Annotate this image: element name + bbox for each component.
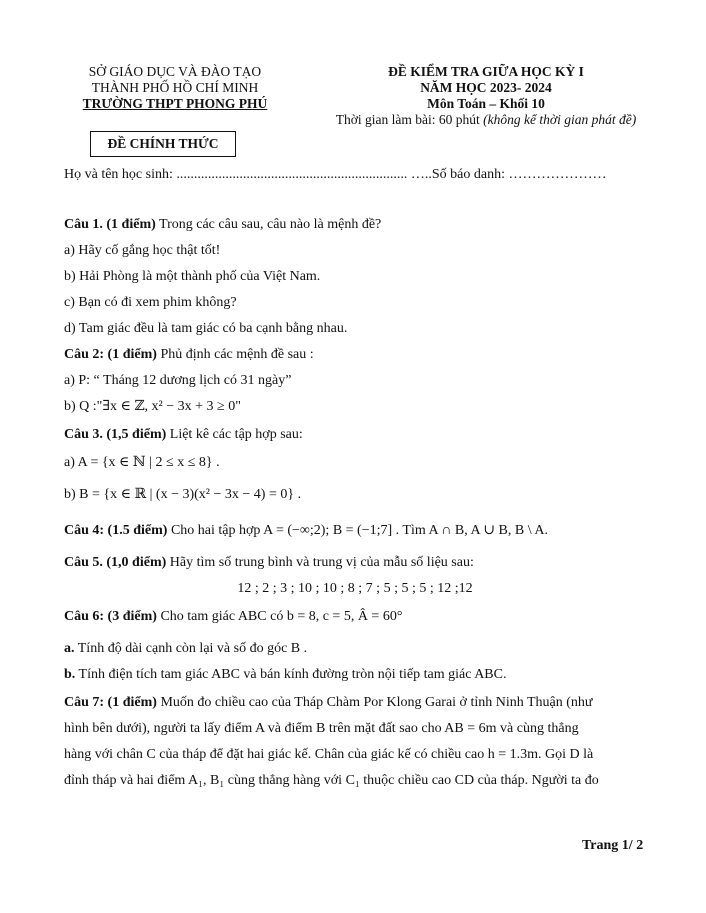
q1-option-b: b) Hải Phòng là một thành phố của Việt Nam. [64,269,321,284]
question-2: Câu 2: (1 điểm) Phủ định các mệnh đề sau : [64,347,314,362]
page-number: Trang 1/ 2 [582,838,644,853]
q1-option-c: c) Bạn có đi xem phim không? [64,295,237,310]
school-year: NĂM HỌC 2023- 2024 [420,80,552,95]
question-title: Câu 1. (1 điểm) [64,217,156,232]
q1-option-a: a) Hãy cố gắng học thật tốt! [64,243,221,258]
question-title: Câu 6: (3 điểm) [64,609,157,624]
school-name: TRƯỜNG THPT PHONG PHÚ [82,96,268,111]
department-name: SỞ GIÁO DỤC VÀ ĐÀO TẠO [88,64,262,79]
question-title: Câu 7: (1 điểm) [64,695,157,710]
q6-part-a: a. Tính độ dài cạnh còn lại và số đo góc B . [64,641,308,656]
question-title: Câu 3. (1,5 điểm) [64,427,167,442]
time-allowed: Thời gian làm bài: 60 phút (không kể thời gian phát đề) [335,112,637,127]
question-3: Câu 3. (1,5 điểm) Liệt kê các tập hợp sau: [64,427,303,442]
official-badge: ĐỀ CHÍNH THỨC [90,131,236,157]
question-title: Câu 5. (1,0 điểm) [64,555,167,570]
q5-data-sample: 12 ; 2 ; 3 ; 10 ; 10 ; 8 ; 7 ; 5 ; 5 ; 5 ; 12 ;12 [237,581,473,596]
question-6: Câu 6: (3 điểm) Cho tam giác ABC có b = 8, c = 5, Â = 60° [64,609,403,624]
school-header [62,64,288,112]
city-name: THÀNH PHỐ HỒ CHÍ MINH [91,80,259,95]
question-5: Câu 5. (1,0 điểm) Hãy tìm số trung bình và trung vị của mẫu số liệu sau: [64,555,474,570]
exam-header [300,64,672,128]
student-info-line: Họ và tên học sinh: .................................................................. …..Số báo danh: ………………… [64,167,607,182]
q1-option-d: d) Tam giác đều là tam giác có ba cạnh bằng nhau. [64,321,348,336]
question-title: Câu 4: (1.5 điểm) [64,523,168,538]
q2-part-b: b) Q :"∃x ∈ ℤ, x² − 3x + 3 ≥ 0" [64,399,241,414]
question-title: Câu 2: (1 điểm) [64,347,157,362]
q6-part-b: b. Tính điện tích tam giác ABC và bán kính đường tròn nội tiếp tam giác ABC. [64,667,507,682]
subject: Môn Toán – Khối 10 [427,96,545,111]
question-1: Câu 1. (1 điểm) Trong các câu sau, câu nào là mệnh đề? [64,217,382,232]
q2-part-a: a) P: “ Tháng 12 dương lịch có 31 ngày” [64,373,292,388]
exam-title: ĐỀ KIỂM TRA GIỮA HỌC KỲ I [388,64,584,79]
question-4: Câu 4: (1.5 điểm) Cho hai tập hợp A = (−∞;2); B = (−1;7] . Tìm A ∩ B, A ∪ B, B \ A. [64,523,548,538]
question-7: Câu 7: (1 điểm) Muốn đo chiều cao của Tháp Chàm Por Klong Garai ở tỉnh Ninh Thuận (như hình bên dưới), người ta lấy điểm A và điểm B trên mặt đất sao cho AB = 6m và cùng thẳng hàng với chân C của tháp để đặt hai giác kế. Chân của giác kế có chiều cao h = 1.3m. Gọi D là đỉnh tháp và hai điểm A₁, B₁ cùng thẳng hàng với C₁ thuộc chiều cao CD của tháp. Người ta đo [64,695,599,788]
q3-part-b: b) B = {x ∈ ℝ | (x − 3)(x² − 3x − 4) = 0} . [64,487,302,502]
q3-part-a: a) A = {x ∈ ℕ | 2 ≤ x ≤ 8} . [64,455,220,470]
